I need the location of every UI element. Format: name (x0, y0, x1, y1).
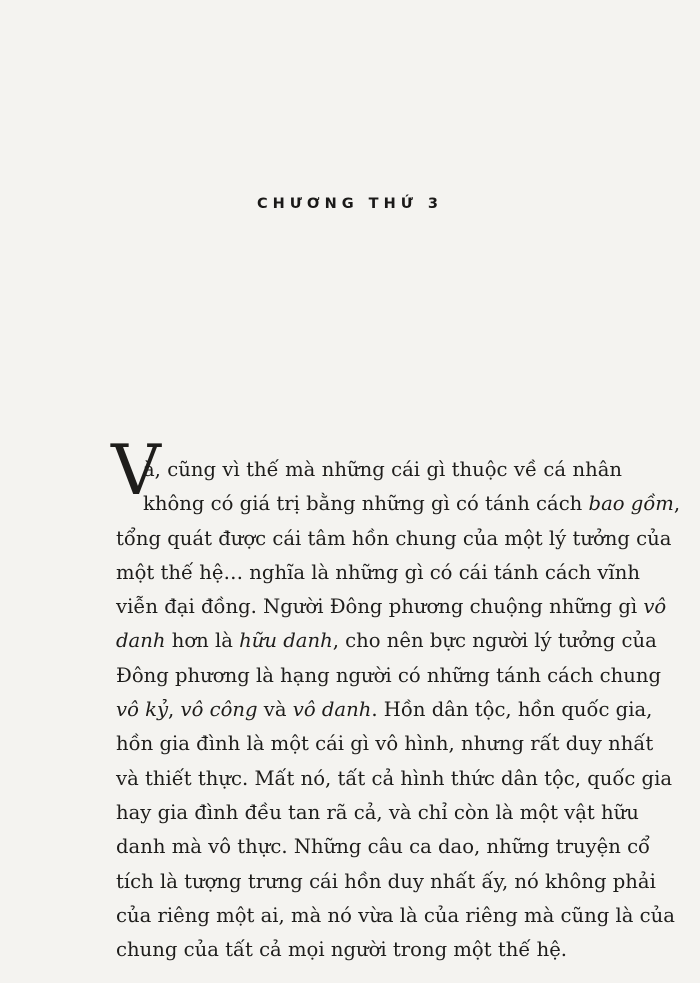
text-run: viễn đại đồng. Người Đông phương chuộng những gì (116, 595, 644, 619)
text-run: hay gia đình đều tan rã cả, và chỉ còn là một vật hữu (116, 800, 639, 824)
text-run: và (257, 698, 293, 722)
italic-term: vô kỷ (116, 698, 169, 722)
text-run: của riêng một ai, mà nó vừa là của riêng mà cũng là của (116, 903, 675, 927)
text-line (116, 693, 653, 727)
italic-term: bao gồm (588, 492, 674, 516)
text-line (116, 659, 662, 693)
text-run: danh mà vô thực. Những câu ca dao, những truyện cổ (116, 835, 651, 859)
text-run: tổng quát được cái tâm hồn chung của một lý tưởng của (116, 526, 672, 550)
italic-term: vô danh (292, 698, 372, 722)
text-line (116, 899, 675, 933)
text-run: à, cũng vì thế mà những cái gì thuộc về cá nhân (143, 458, 622, 481)
text-run: hồn gia đình là một cái gì vô hình, nhưng rất duy nhất (116, 732, 654, 756)
body-paragraph (116, 453, 681, 967)
text-run: hơn là (165, 629, 240, 653)
text-run: , (673, 492, 681, 516)
text-run: và thiết thực. Mất nó, tất cả hình thức dân tộc, quốc gia (116, 766, 673, 790)
text-line (116, 762, 673, 796)
italic-term: vô (643, 595, 667, 619)
text-line (116, 933, 622, 967)
text-run: chung của tất cả mọi người trong một thế hệ. (116, 938, 568, 962)
text-line (116, 624, 657, 658)
text-line (116, 727, 654, 761)
italic-term: vô công (180, 698, 258, 722)
text-line (116, 830, 651, 864)
text-line (116, 522, 672, 556)
chapter-heading: CHƯƠNG THỨ 3 (257, 196, 443, 212)
text-line (116, 453, 622, 487)
drop-cap: V (111, 431, 161, 511)
text-line (116, 865, 656, 899)
text-run: một thế hệ… nghĩa là những gì có cái tánh cách vĩnh (116, 560, 640, 584)
text-line (116, 556, 640, 590)
text-run: không có giá trị bằng những gì có tánh cách (143, 492, 589, 516)
text-run: , (168, 698, 181, 722)
text-run: tích là tượng trưng cái hồn duy nhất ấy, nó không phải (116, 869, 656, 893)
text-line (116, 590, 667, 624)
text-run: , cho nên bực người lý tưởng của (332, 629, 657, 653)
text-line (116, 796, 639, 830)
text-line (116, 487, 681, 521)
text-run: Đông phương là hạng người có những tánh cách chung (116, 663, 662, 687)
italic-term: danh (116, 629, 166, 653)
text-run: . Hồn dân tộc, hồn quốc gia, (371, 698, 653, 722)
italic-term: hữu danh (239, 629, 333, 653)
